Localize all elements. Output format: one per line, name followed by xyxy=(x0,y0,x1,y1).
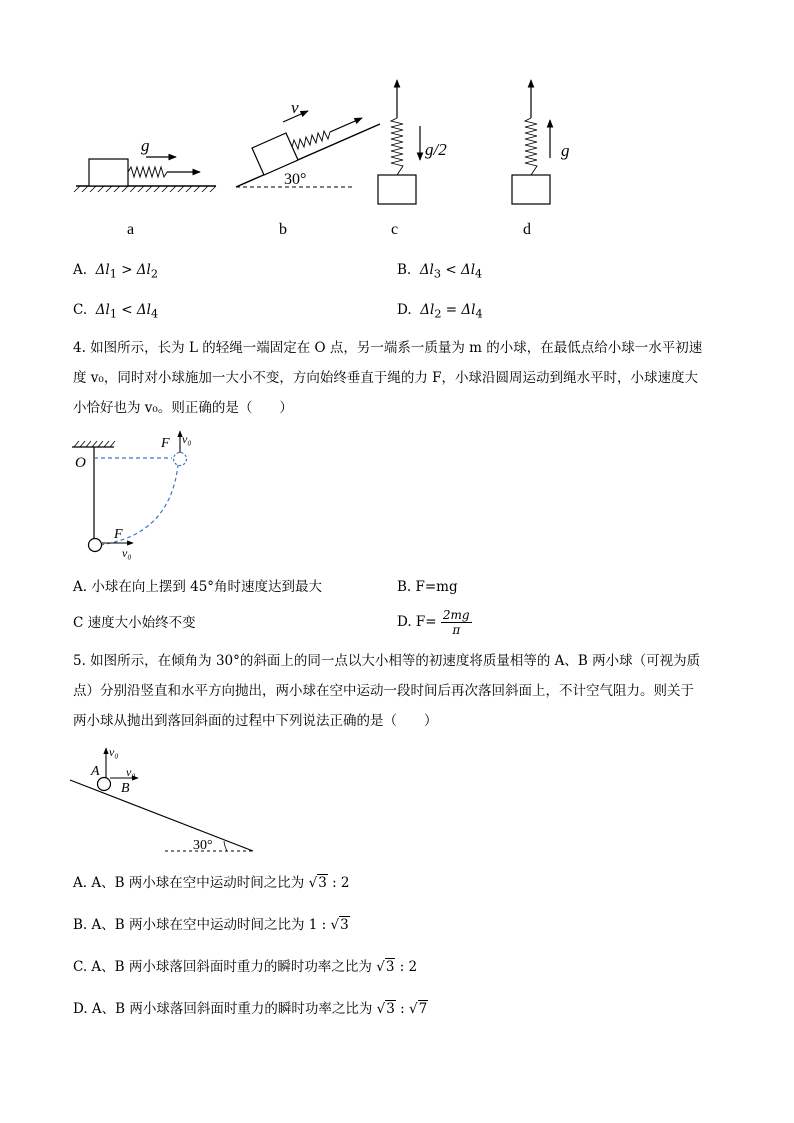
fig-c xyxy=(378,80,447,204)
q4-stem-line3: 小恰好也为 v₀。则正确的是（ ） xyxy=(73,400,293,416)
q4-fig-F-top: F xyxy=(161,436,170,451)
q5-stem-line2: 点）分别沿竖直和水平方向抛出，两小球在空中运动一段时间后再次落回斜面上，不计空气阻力。则关于 xyxy=(73,683,694,699)
fig-a xyxy=(74,136,216,192)
q4-option-c: C 速度大小始终不变 xyxy=(73,615,196,631)
q4-option-d-fraction: $\frac{2mg}{\pi}$ xyxy=(442,608,470,637)
q5-fig-A: A xyxy=(91,764,100,779)
fig-label-b: b xyxy=(279,221,287,238)
q5-stem-line3: 两小球从抛出到落回斜面的过程中下列说法正确的是（ ） xyxy=(73,713,438,729)
q3-option-c: C. $\Delta l_1 < \Delta l_4$ xyxy=(73,302,159,321)
block-a xyxy=(89,159,128,186)
fig-b-angle: 30° xyxy=(284,171,307,188)
block-d xyxy=(512,175,550,204)
fig-label-d: d xyxy=(523,221,531,238)
ball-bottom xyxy=(89,539,102,552)
q5-option-b: B. A、B 两小球在空中运动时间之比为 1 : √3 xyxy=(73,917,349,933)
q5-fig-v-right: v₀ xyxy=(126,765,136,779)
q4-fig-v-top: v₀ xyxy=(182,432,192,446)
ball-top xyxy=(174,453,187,466)
fig-label-a: a xyxy=(127,221,135,238)
fig-b xyxy=(236,98,380,188)
block-b xyxy=(252,133,298,175)
q5-option-a: A. A、B 两小球在空中运动时间之比为 √3 : 2 xyxy=(73,875,350,891)
q5-fig-v-up: v₀ xyxy=(109,745,119,759)
q3-option-d: D. $\Delta l_2 = \Delta l_4$ xyxy=(397,302,483,321)
q4-fig-F-bottom: F xyxy=(114,527,123,542)
ball-ab xyxy=(98,778,111,791)
q4-fig-v-bottom: v₀ xyxy=(122,546,132,560)
q5-figure xyxy=(60,738,260,858)
q3-figure xyxy=(0,0,794,250)
q5-fig-B: B xyxy=(121,781,130,796)
q5-option-c: C. A、B 两小球落回斜面时重力的瞬时功率之比为 √3 : 2 xyxy=(73,959,418,975)
q4-option-a: A. 小球在向上摆到 45°角时速度达到最大 xyxy=(73,579,323,595)
q4-stem-line1: 4. 如图所示，长为 L 的轻绳一端固定在 O 点，另一端系一质量为 m 的小球，在最低点给小球一水平初速 xyxy=(73,340,703,356)
fig-c-accel: g/2 xyxy=(425,140,447,159)
q4-option-b: B. F=mg xyxy=(397,579,458,595)
q5-fig-angle: 30° xyxy=(193,838,213,853)
q3-option-b: B. $\Delta l_3 < \Delta l_4$ xyxy=(397,262,483,281)
q4-stem-line2: 度 v₀，同时对小球施加一大小不变，方向始终垂直于绳的力 F，小球沿圆周运动到绳水平时，小球速度大 xyxy=(73,370,698,386)
q4-fig-O: O xyxy=(75,455,86,471)
fig-d-accel: g xyxy=(561,141,570,160)
fig-b-vel: v xyxy=(291,98,299,117)
q3-option-a: A. $\Delta l_1 > \Delta l_2$ xyxy=(73,262,159,281)
q4-option-d: D. F= $\frac{2mg}{\pi}$ xyxy=(397,608,470,637)
fig-label-c: c xyxy=(391,221,399,238)
fig-d xyxy=(512,80,570,204)
q5-stem-line1: 5. 如图所示，在倾角为 30°的斜面上的同一点以大小相等的初速度将质量相等的 A、B 两小球（可视为质 xyxy=(73,653,701,669)
block-c xyxy=(378,175,416,204)
q5-option-d: D. A、B 两小球落回斜面时重力的瞬时功率之比为 √3 : √7 xyxy=(73,1001,428,1017)
fig-a-accel: g xyxy=(141,136,150,155)
q4-figure xyxy=(60,425,240,565)
